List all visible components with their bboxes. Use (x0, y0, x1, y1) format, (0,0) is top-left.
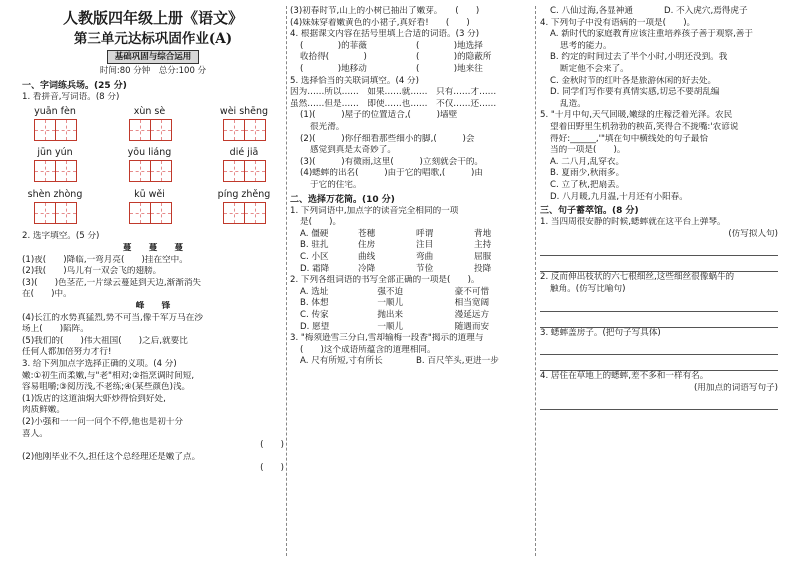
pinyin-text: xùn sè (133, 105, 166, 117)
q3-line: 嫩:①初生而柔嫩,与"老"相对;②指烹调时间短, (22, 370, 195, 381)
q1-label: 1. 看拼音,写词语。(8 分) (22, 92, 120, 103)
writing-grid[interactable] (129, 160, 171, 182)
option-row[interactable]: A. 僵硬 苍穗 呼谓 背地 (300, 228, 492, 239)
fill-blank[interactable]: ( )的隐蔽所 (416, 52, 492, 63)
option-line[interactable]: C. 金秋时节的红叶各是旅游休闲的好去处。 (550, 75, 717, 86)
page-title: 人教版四年级上册《语文》 (62, 9, 243, 27)
answer-line[interactable] (540, 243, 778, 256)
writing-grid[interactable] (223, 202, 265, 224)
pinyin-text: dié jiā (229, 147, 259, 159)
q5-line: (3)( )有微雨,这里( )立刻就会干的。 (300, 156, 484, 167)
s3-hint: (仿写拟人句) (728, 228, 778, 239)
q2-line: 任何人都加倍努力才行! (22, 347, 112, 358)
s3-item: 1. 当四周很安静的时候,蟋蟀就在这平台上弹琴。 (540, 217, 726, 228)
answer-line[interactable] (540, 259, 778, 272)
q3-cont-line: (3)初春时节,山上的小树已抽出了嫩芽。 ( ) (290, 6, 480, 16)
column-middle (290, 0, 532, 561)
option-row[interactable]: D. 愿望 一顺儿 随遇而安 (300, 321, 490, 332)
q3-label: 3. 给下列加点字选择正确的义项。(4 分) (22, 358, 177, 369)
answer-line[interactable] (540, 397, 778, 410)
q4-row (290, 41, 532, 53)
writing-grid[interactable] (129, 202, 171, 224)
section2-heading: 二、选择万花筒。(10 分) (290, 194, 395, 205)
option-row[interactable]: C. 八仙过海,各显神通 D. 不入虎穴,焉得虎子 (550, 6, 748, 16)
q4-row (290, 52, 532, 64)
s2-q1-label-2: 是( )。 (300, 217, 342, 228)
q2-line: (4)长江的水势真猛烈,势不可当,像千军万马在沙 (22, 312, 203, 323)
pinyin-text: kū wěi (134, 188, 165, 200)
q5-words-1: 因为……所以…… 如果……就…… 只有……才…… (290, 87, 497, 98)
q4-row (290, 64, 532, 76)
s2-q2-label: 2. 下列各组词语的书写全部正确的一项是( )。 (290, 275, 480, 286)
q5-text-line: 望着田野里生机勃勃的秧苗,笑得合不拢嘴:'农谚说 (550, 121, 739, 132)
section-tag: 基础巩固与综合运用 (107, 50, 200, 64)
column-right (540, 0, 778, 561)
fill-blank[interactable]: ( )地选择 (416, 40, 483, 51)
q3-line: (2)小强和一一问一问个不停,他也是初十分 (22, 416, 183, 427)
writing-grid[interactable] (34, 202, 76, 224)
option-line[interactable]: D. 同学们写作要有真情实感,切忌不要胡乱编 (550, 87, 720, 98)
q5-text-line: 得好:______,'"填在句中横线处的句子最恰 (550, 133, 709, 144)
writing-grid[interactable] (223, 160, 265, 182)
option-line[interactable]: A. 二八月,乱穿衣。 (550, 156, 625, 167)
writing-grid[interactable] (34, 119, 76, 141)
answer-line[interactable] (540, 358, 778, 371)
answer-line[interactable] (540, 299, 778, 312)
s2-q1-label: 1. 下列词语中,加点字的读音完全相同的一项 (290, 205, 459, 216)
s3-hint: (用加点的词语写句子) (693, 382, 778, 393)
q5-line: (1)( )屋子的位置适合,( )墙壁 (300, 110, 458, 121)
option-row[interactable]: A. 尺有所短,寸有所长 B. 百尺竿头,更进一步 (300, 356, 499, 367)
q3-line: (2)他刚毕业不久,担任这个总经理还是嫩了点。 (22, 451, 201, 462)
pinyin-row-1 (22, 106, 277, 146)
s2-q3-label-2: ( )这个成语所蕴含的道理相同。 (300, 344, 436, 355)
option-row[interactable]: B. 驻扎 住房 注目 主持 (300, 240, 492, 251)
fill-blank[interactable]: ( )地来往 (416, 63, 483, 74)
option-row[interactable]: C. 传家 抛出来 漫延远方 (300, 309, 490, 320)
pinyin-text: jūn yún (37, 147, 73, 159)
q5-line: 感觉到真是太奇妙了。 (310, 145, 396, 156)
q5-line: 于它的住宅。 (310, 179, 362, 190)
s2-q4-label: 4. 下列句子中没有语病的一项是( )。 (540, 17, 696, 28)
q2-line: 场上( )陷阵。 (22, 324, 89, 335)
exam-meta: 时间:80 分钟 总分:100 分 (99, 66, 207, 77)
q3-line: (1)饭店的这道油焖大虾炒得恰到好处, (22, 393, 166, 404)
answer-line[interactable] (540, 342, 778, 355)
option-line[interactable]: C. 立了秋,把扇丢。 (550, 179, 625, 190)
q2-line: (2)我( )鸟儿有一双会飞的翅膀。 (22, 266, 162, 277)
option-row[interactable]: D. 霜降 冷降 节俭 投降 (300, 263, 492, 274)
s3-item: 触角。(仿写比喻句) (550, 284, 626, 295)
option-line: 乱造。 (560, 98, 586, 109)
pinyin-text: shèn zhòng (27, 188, 83, 200)
pinyin-text: yuān fèn (34, 105, 76, 117)
q3-answer-blank[interactable]: ( ) (260, 440, 284, 451)
q5-line: (2)( )你仔细看那些细小的脚,( )会 (300, 133, 475, 144)
q2-chars-1: 蔓 蔓 蔓 (122, 243, 184, 254)
s3-item: 3. 蟋蟀盖房子。(把句子写具体) (540, 327, 661, 338)
s3-item: 4. 居住在草地上的蟋蟀,差不多和一样有名。 (540, 371, 709, 382)
fill-blank[interactable]: 收拾得( ) (300, 52, 367, 63)
option-row[interactable]: B. 体想 一顺儿 相当宽阔 (300, 298, 490, 309)
q2-label: 2. 选字填空。(5 分) (22, 231, 100, 242)
column-left (22, 0, 284, 561)
q4-label: 4. 根据课文内容在括号里填上合适的词语。(3 分) (290, 29, 480, 40)
writing-grid[interactable] (223, 119, 265, 141)
column-divider-right (535, 6, 536, 556)
q2-chars-2: 峰 锋 (135, 301, 171, 312)
option-line: 断定他不会来了。 (560, 63, 629, 74)
option-row[interactable]: C. 小区 曲线 弯曲 屈服 (300, 252, 492, 263)
q5-words-2: 虽然……但是…… 即使……也…… 不仅……还…… (290, 98, 497, 109)
option-line: 思考的能力。 (560, 40, 612, 51)
q5-text-line: 当的一项是( )。 (550, 145, 626, 156)
q5-line: 很光滑。 (310, 121, 345, 132)
pinyin-text: yōu liáng (127, 147, 172, 159)
option-row[interactable]: A. 选址 强不迫 豪不可惜 (300, 286, 490, 297)
q2-line: 在( )中。 (22, 289, 72, 300)
pinyin-row-2 (22, 147, 277, 187)
q3-line: 喜人。 (22, 428, 48, 439)
answer-line[interactable] (540, 315, 778, 328)
pinyin-text: wèi shēng (219, 105, 269, 117)
s2-q3-label: 3. "梅须逊雪三分白,雪却输梅一段香"揭示的道理与 (290, 333, 484, 344)
option-line[interactable]: D. 八月暖,九月温,十月还有小阳春。 (550, 191, 688, 202)
fill-blank[interactable]: ( )地移动 (300, 63, 367, 74)
q5-line: (4)蟋蟀的出名( )由于它的唱歌,( )由 (300, 168, 484, 179)
column-divider-left (286, 6, 287, 556)
pinyin-row-3 (22, 189, 277, 229)
q3-line: 容易咀嚼;③阅历浅,不老练;④(某些颜色)浅。 (22, 382, 191, 393)
q3-answer-blank[interactable]: ( ) (260, 463, 284, 474)
s2-q5-label: 5. "十月中旬,天气回暖,嫩绿的庄稼泛着光泽。农民 (540, 110, 733, 121)
fill-blank[interactable]: ( )的菲薇 (300, 40, 367, 51)
option-line[interactable]: A. 新时代的家庭教育应该注重培养孩子善于观察,善于 (550, 29, 753, 40)
q2-line: (3)( )色茎茫,一片绿云蔓延到天边,渐渐消失 (22, 277, 202, 288)
q3-line: 肉质鲜嫩。 (22, 405, 65, 416)
option-line[interactable]: B. 约定的时间过去了半个小时,小明还没到。我 (550, 52, 728, 63)
writing-grid[interactable] (129, 119, 171, 141)
q2-line: (5)我们的( )伟大祖国( )之后,就要比 (22, 335, 188, 346)
option-line[interactable]: B. 夏雨少,秋雨多。 (550, 168, 625, 179)
pinyin-text: píng zhěng (217, 188, 271, 200)
section1-heading: 一、字词练兵场。(25 分) (22, 80, 127, 91)
q5-label: 5. 选择恰当的关联词填空。(4 分) (290, 75, 419, 86)
q3-cont-line: (4)妹妹穿着嫩黄色的小裙子,真好看! ( ) (290, 17, 470, 28)
writing-grid[interactable] (34, 160, 76, 182)
section3-heading: 三、句子蓄萃馆。(8 分) (540, 206, 639, 217)
page-subtitle: 第三单元达标巩固作业(A) (73, 31, 233, 48)
s3-item: 2. 反而伸出枝状的六七根细丝,这些细丝很像蜗牛的 (540, 272, 735, 283)
q2-line: (1)夜( )降临,一弯月亮( )挂在空中。 (22, 254, 188, 265)
